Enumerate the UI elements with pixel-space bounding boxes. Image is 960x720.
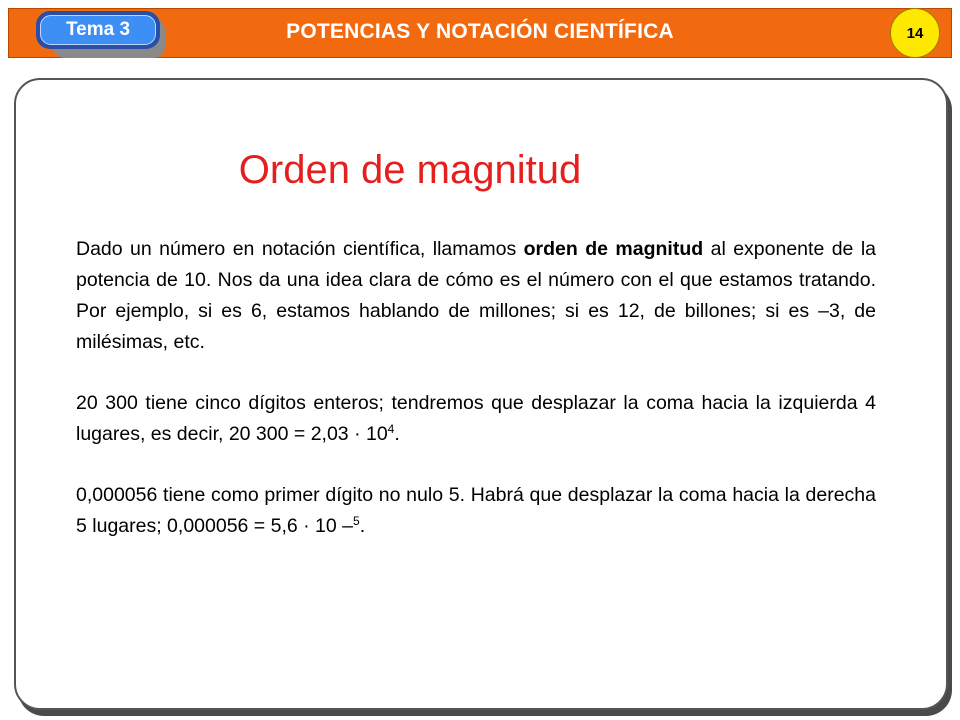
example-1-exponent: 4 (387, 422, 395, 436)
tema-badge-label: Tema 3 (40, 15, 156, 45)
example-paragraph-2 (76, 480, 876, 542)
slide-title: Orden de magnitud (238, 148, 582, 192)
intro-paragraph (76, 234, 876, 358)
example-1-text: 20 300 tiene cinco dígitos enteros; tendremos que desplazar la coma hacia la izquierda 4 lugares, es decir, 20 300 = 2,03 · 10 (76, 392, 876, 445)
example-paragraph-1 (76, 388, 876, 450)
header-title: POTENCIAS Y NOTACIÓN CIENTÍFICA (286, 20, 674, 43)
example-2-end: . (359, 515, 366, 537)
page-number-badge: 14 (890, 8, 940, 58)
intro-text-start: Dado un número en notación científica, llamamos (76, 238, 524, 260)
example-2-exponent: 5 (353, 514, 360, 528)
example-2-text: 0,000056 tiene como primer dígito no nulo 5. Habrá que desplazar la coma hacia la derecha 5 lugares; 0,000056 = 5,6 · 10 – (76, 484, 876, 537)
intro-bold-term: orden de magnitud (523, 238, 704, 260)
example-1-end: . (394, 423, 400, 445)
intro-text-end: al exponente de la potencia de 10. Nos da una idea clara de cómo es el número con el que estamos tratando. Por ejemplo, si es 6, estamos hablando de millones; si es 12, de billones; si es –3, de milésimas, etc. (76, 238, 877, 353)
